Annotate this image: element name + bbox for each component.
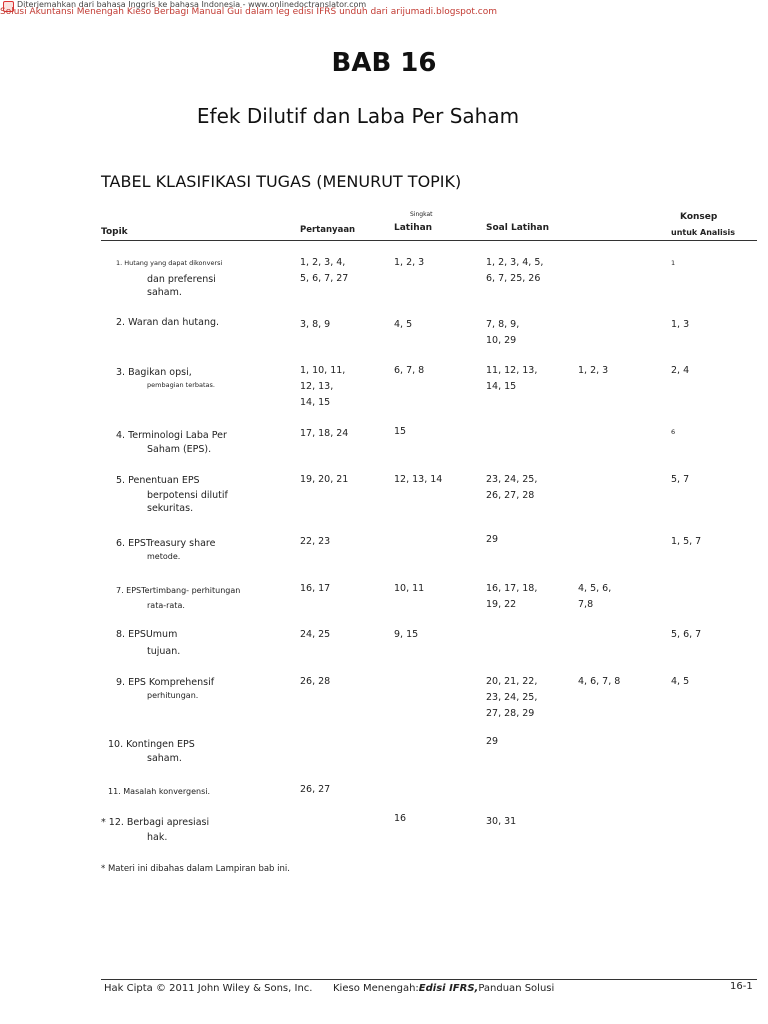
- row12-topic: * 12. Berbagi apresiasi: [101, 817, 210, 828]
- header-divider: [101, 240, 757, 241]
- row6-questions: 22, 23: [300, 536, 331, 547]
- header-pertanyaan: Pertanyaan: [300, 225, 356, 235]
- row5-brief: 12, 13, 14: [394, 474, 443, 485]
- row2-questions: 3, 8, 9: [300, 319, 331, 330]
- row5-concepts: 5, 7: [671, 474, 690, 485]
- row5-topic-3: sekuritas.: [147, 503, 194, 514]
- row9-topic: 9. EPS Komprehensif: [116, 677, 215, 688]
- row8-brief: 9, 15: [394, 629, 419, 640]
- row5-topic-2: berpotensi dilutif: [147, 490, 228, 501]
- row3-problems: 1, 2, 3: [578, 365, 609, 376]
- row4-topic-2: Saham (EPS).: [147, 444, 212, 455]
- footnote: * Materi ini dibahas dalam Lampiran bab ini.: [101, 864, 290, 874]
- row1-exercises-2: 6, 7, 25, 26: [486, 273, 541, 284]
- row9-questions: 26, 28: [300, 676, 331, 687]
- footer-book-prefix: Kieso Menengah:: [333, 983, 419, 994]
- header-soal-latihan: Soal Latihan: [486, 223, 550, 233]
- page-number: 16-1: [730, 981, 753, 992]
- row7-exercises-2: 19, 22: [486, 599, 517, 610]
- row7-problems-2: 7,8: [578, 599, 594, 610]
- row9-problems: 4, 6, 7, 8: [578, 676, 621, 687]
- row12-topic-2: hak.: [147, 832, 168, 843]
- row5-exercises-2: 26, 27, 28: [486, 490, 535, 501]
- row6-exercises: 29: [486, 534, 499, 545]
- row7-topic-2: rata-rata.: [147, 601, 185, 610]
- row7-brief: 10, 11: [394, 583, 425, 594]
- row10-exercises: 29: [486, 736, 499, 747]
- row2-concepts: 1, 3: [671, 319, 690, 330]
- row5-topic: 5. Penentuan EPS: [116, 475, 200, 486]
- source-line[interactable]: Solusi Akuntansi Menengah Kieso Berbagi Manual Gui dalam leg edisi IFRS unduh dari arijumadi.blogspot.com: [0, 7, 497, 17]
- chapter-title: BAB 16: [331, 48, 437, 78]
- row7-questions: 16, 17: [300, 583, 331, 594]
- row3-topic: 3. Bagikan opsi,: [116, 367, 192, 378]
- row3-topic-2: pembagian terbatas.: [147, 381, 215, 389]
- row9-topic-2: perhitungan.: [147, 691, 199, 700]
- row9-exercises-1: 20, 21, 22,: [486, 676, 538, 687]
- row5-exercises-1: 23, 24, 25,: [486, 474, 538, 485]
- row8-concepts: 5, 6, 7: [671, 629, 702, 640]
- footer-book-edition: Edisi IFRS,: [418, 983, 479, 994]
- row2-topic: 2. Waran dan hutang.: [116, 317, 220, 328]
- row9-exercises-2: 23, 24, 25,: [486, 692, 538, 703]
- header-latihan: Latihan: [394, 223, 433, 233]
- row2-exercises-1: 7, 8, 9,: [486, 319, 520, 330]
- header-topik: Topik: [101, 227, 128, 237]
- row11-questions: 26, 27: [300, 784, 331, 795]
- translator-line: Diterjemahkan dari bahasa Inggris ke bahasa Indonesia - www.onlinedoctranslator.com: [17, 0, 367, 9]
- row8-topic-2: tujuan.: [147, 646, 181, 657]
- row2-exercises-2: 10, 29: [486, 335, 517, 346]
- row4-brief: 15: [394, 426, 407, 437]
- row7-exercises-1: 16, 17, 18,: [486, 583, 538, 594]
- row6-concepts: 1, 5, 7: [671, 536, 702, 547]
- row1-concepts: 1: [671, 259, 676, 267]
- row1-brief: 1, 2, 3: [394, 257, 425, 268]
- row5-questions: 19, 20, 21: [300, 474, 349, 485]
- row4-concepts: 6: [671, 428, 676, 436]
- row10-topic: 10. Kontingen EPS: [108, 739, 195, 750]
- row3-exercises-2: 14, 15: [486, 381, 517, 392]
- chapter-subtitle: Efek Dilutif dan Laba Per Saham: [196, 104, 520, 128]
- row1-topic-3: saham.: [147, 287, 182, 298]
- row1-topic-2: dan preferensi: [147, 274, 216, 285]
- row2-brief: 4, 5: [394, 319, 413, 330]
- table-title: TABEL KLASIFIKASI TUGAS (MENURUT TOPIK): [101, 172, 462, 191]
- translator-banner: [0, 0, 768, 20]
- row9-exercises-3: 27, 28, 29: [486, 708, 535, 719]
- row12-brief: 16: [394, 813, 407, 824]
- row4-topic: 4. Terminologi Laba Per: [116, 430, 227, 441]
- row3-questions-3: 14, 15: [300, 397, 331, 408]
- row8-topic: 8. EPSUmum: [116, 629, 178, 640]
- header-singkat: Singkat: [410, 211, 433, 218]
- footer-divider: [101, 979, 757, 980]
- row1-questions-2: 5, 6, 7, 27: [300, 273, 349, 284]
- row12-exercises: 30, 31: [486, 816, 517, 827]
- header-untuk-analisis: untuk Analisis: [671, 228, 736, 237]
- row9-concepts: 4, 5: [671, 676, 690, 687]
- row11-topic: 11. Masalah konvergensi.: [108, 787, 210, 796]
- row4-questions: 17, 18, 24: [300, 428, 349, 439]
- row3-questions-2: 12, 13,: [300, 381, 334, 392]
- row6-topic-2: metode.: [147, 552, 181, 561]
- row1-questions-1: 1, 2, 3, 4,: [300, 257, 346, 268]
- row1-topic: 1. Hutang yang dapat dikonversi: [116, 259, 223, 267]
- row3-questions-1: 1, 10, 11,: [300, 365, 346, 376]
- footer-copyright: Hak Cipta © 2011 John Wiley & Sons, Inc.: [104, 983, 313, 994]
- row8-questions: 24, 25: [300, 629, 331, 640]
- row7-problems-1: 4, 5, 6,: [578, 583, 612, 594]
- row7-topic: 7. EPSTertimbang- perhitungan: [116, 586, 241, 595]
- row3-exercises-1: 11, 12, 13,: [486, 365, 538, 376]
- row10-topic-2: saham.: [147, 753, 182, 764]
- row3-brief: 6, 7, 8: [394, 365, 425, 376]
- row1-exercises-1: 1, 2, 3, 4, 5,: [486, 257, 544, 268]
- row3-concepts: 2, 4: [671, 365, 690, 376]
- footer-book: [333, 983, 554, 994]
- footer-book-suffix: Panduan Solusi: [478, 983, 555, 994]
- row6-topic: 6. EPSTreasury share: [116, 538, 216, 549]
- header-konsep: Konsep: [680, 212, 718, 222]
